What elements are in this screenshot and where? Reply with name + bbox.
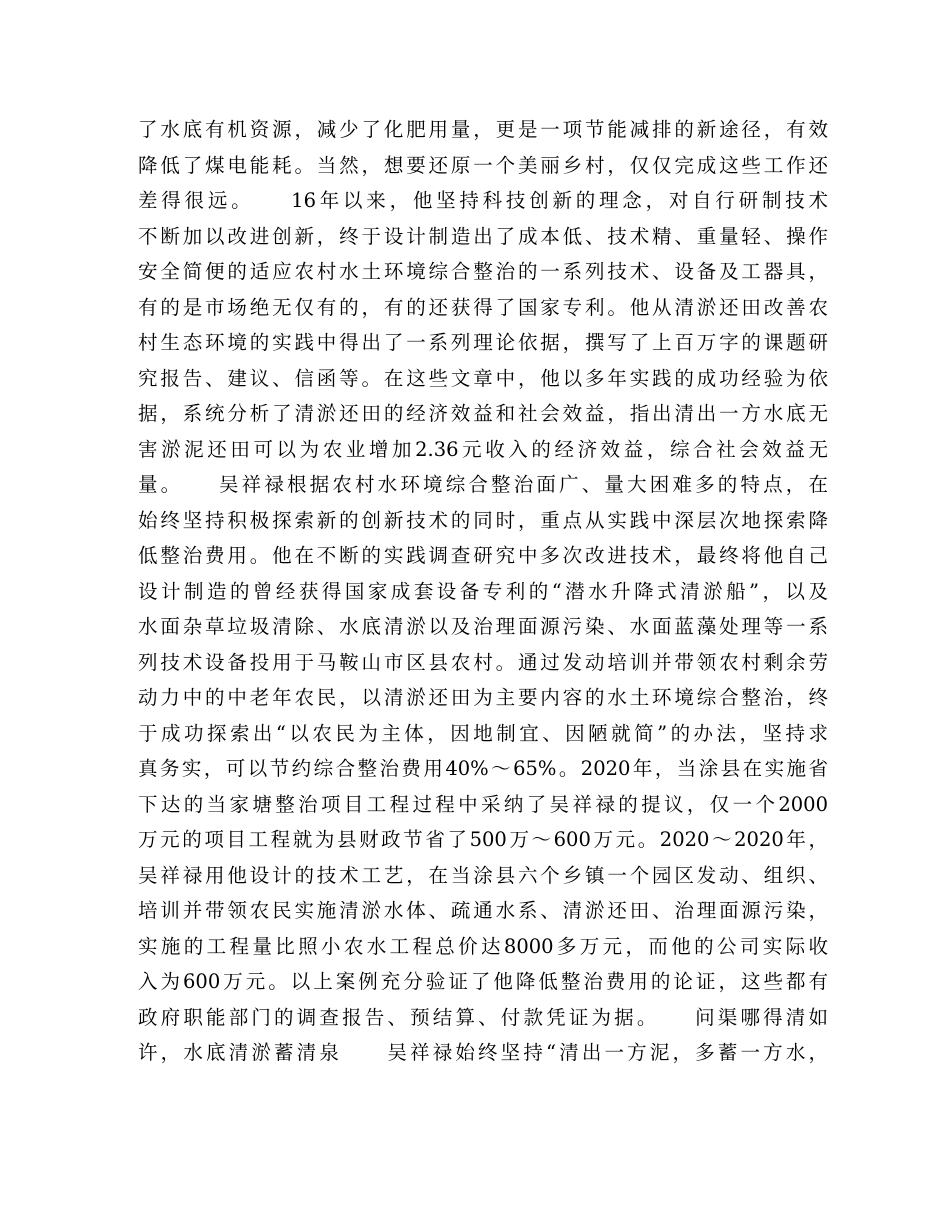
- text-line: 列技术设备投用于马鞍山市区县农村。通过发动培训并带领农村剩余劳: [138, 650, 828, 674]
- text-line: 据，系统分析了清淤还田的经济效益和社会效益，指出清出一方水底无: [138, 402, 828, 425]
- text-line: 万元的项目工程就为县财政节省了500万～600万元。2020～2020年，: [138, 828, 828, 851]
- text-line: 究报告、建议、信函等。在这些文章中，他以多年实践的成功经验为依: [138, 366, 828, 390]
- text-line: 培训并带领农民实施清淤水体、疏通水系、清淤还田、治理面源污染，: [138, 899, 828, 922]
- text-line: 有的是市场绝无仅有的，有的还获得了国家专利。他从清淤还田改善农: [138, 295, 828, 319]
- text-line: 害淤泥还田可以为农业增加2.36元收入的经济效益，综合社会效益无: [138, 437, 828, 461]
- text-line: 真务实，可以节约综合整治费用40%～65%。2020年，当涂县在实施省: [138, 757, 828, 780]
- text-line: 设计制造的曾经获得国家成套设备专利的“潜水升降式清淤船”，以及: [138, 579, 828, 603]
- text-line: 吴祥禄用他设计的技术工艺，在当涂县六个乡镇一个园区发动、组织、: [138, 863, 828, 887]
- text-line: 安全简便的适应农村水土环境综合整治的一系列技术、设备及工器具，: [138, 260, 828, 283]
- text-line: 实施的工程量比照小农水工程总价达8000多万元，而他的公司实际收: [138, 934, 828, 958]
- text-line: 降低了煤电能耗。当然，想要还原一个美丽乡村，仅仅完成这些工作还: [138, 153, 828, 177]
- text-line: 入为600万元。以上案例充分验证了他降低整治费用的论证，这些都有: [138, 970, 828, 993]
- text-line: 低整治费用。他在不断的实践调查研究中多次改进技术，最终将他自己: [138, 544, 828, 567]
- text-line: 政府职能部门的调查报告、预结算、付款凭证为据。 问渠哪得清如: [138, 1005, 828, 1029]
- text-line: 了水底有机资源，减少了化肥用量，更是一项节能减排的新途径，有效: [138, 118, 828, 141]
- text-line: 量。 吴祥禄根据农村水环境综合整治面广、量大困难多的特点，在: [138, 473, 828, 496]
- text-line: 于成功探索出“以农民为主体，因地制宜、因陋就简”的办法，坚持求: [138, 721, 828, 745]
- text-line: 不断加以改进创新，终于设计制造出了成本低、技术精、重量轻、操作: [138, 224, 828, 248]
- text-line: 差得很远。 16年以来，他坚持科技创新的理念，对自行研制技术: [138, 189, 828, 212]
- text-line: 始终坚持积极探索新的创新技术的同时，重点从实践中深层次地探索降: [138, 508, 828, 532]
- text-line: 水面杂草垃圾清除、水底清淤以及治理面源污染、水面蓝藻处理等一系: [138, 615, 828, 638]
- body-text: [138, 112, 828, 1071]
- text-line: 动力中的中老年农民，以清淤还田为主要内容的水土环境综合整治，终: [138, 686, 828, 709]
- text-line: 下达的当家塘整治项目工程过程中采纳了吴祥禄的提议，仅一个2000: [138, 792, 828, 816]
- text-line: 许，水底清淤蓄清泉 吴祥禄始终坚持“清出一方泥，多蓄一方水，: [138, 1041, 828, 1064]
- text-line: 村生态环境的实践中得出了一系列理论依据，撰写了上百万字的课题研: [138, 331, 828, 354]
